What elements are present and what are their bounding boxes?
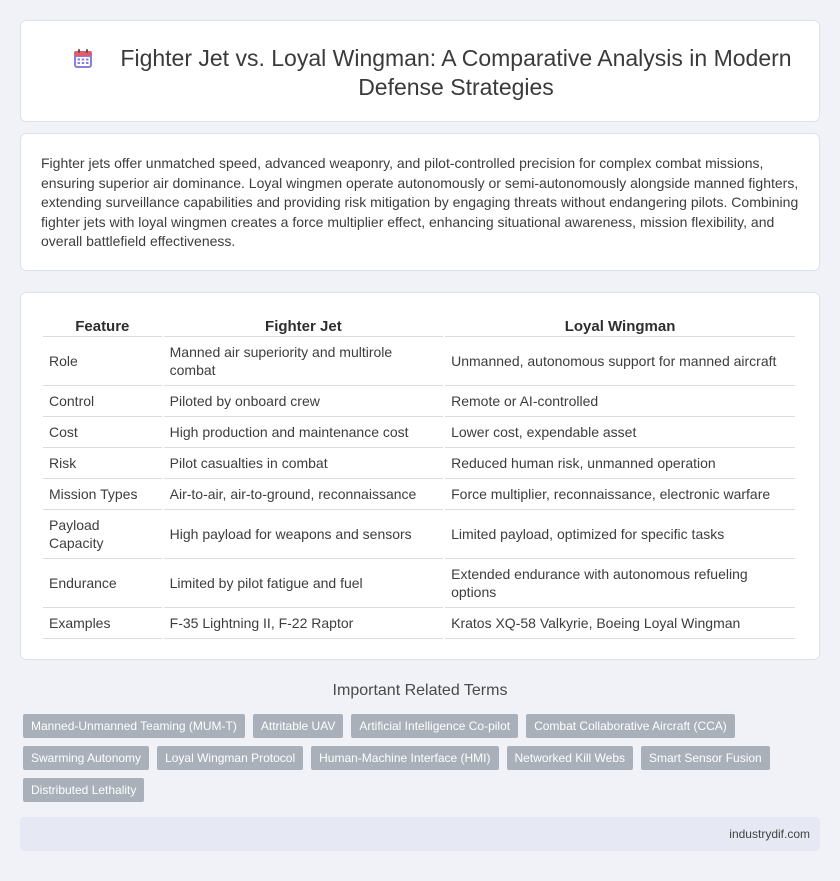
related-terms-title: Important Related Terms xyxy=(332,682,508,699)
cell-feature: Control xyxy=(43,386,162,417)
tag-loyal-wingman-protocol[interactable]: Loyal Wingman Protocol xyxy=(157,746,303,770)
cell-loyal-wingman: Reduced human risk, unmanned operation xyxy=(445,448,795,479)
tag-mum-t[interactable]: Manned-Unmanned Teaming (MUM-T) xyxy=(23,714,245,738)
tag-attritable-uav[interactable]: Attritable UAV xyxy=(253,714,343,738)
summary-paragraph: Fighter jets offer unmatched speed, advanced weaponry, and pilot-controlled precision for complex combat missions, ensuring superior air dominance. Loyal wingmen operate autonomously or semi-autonomously alongside manned fighters, extending surveillance capabilities and providing risk mitigation by engaging threats without endangering pilots. Combining fighter jets with loyal wingmen creates a force multiplier effect, enhancing situational awareness, mission flexibility, and overall battlefield effectiveness. xyxy=(41,155,799,250)
table-row xyxy=(43,337,795,386)
table-row xyxy=(43,417,795,448)
cell-loyal-wingman: Force multiplier, reconnaissance, electronic warfare xyxy=(445,479,795,510)
cell-loyal-wingman: Extended endurance with autonomous refueling options xyxy=(445,559,795,608)
title-card xyxy=(20,20,820,122)
comparison-table xyxy=(41,313,797,639)
tag-networked-kill-webs[interactable]: Networked Kill Webs xyxy=(507,746,633,770)
table-row xyxy=(43,510,795,559)
cell-fighter-jet: High production and maintenance cost xyxy=(164,417,443,448)
cell-feature: Risk xyxy=(43,448,162,479)
footer xyxy=(20,817,820,851)
cell-loyal-wingman: Kratos XQ-58 Valkyrie, Boeing Loyal Wingman xyxy=(445,608,795,639)
tag-distributed-lethality[interactable]: Distributed Lethality xyxy=(23,778,144,802)
cell-fighter-jet: Pilot casualties in combat xyxy=(164,448,443,479)
cell-loyal-wingman: Limited payload, optimized for specific tasks xyxy=(445,510,795,559)
cell-fighter-jet: Air-to-air, air-to-ground, reconnaissance xyxy=(164,479,443,510)
cell-fighter-jet: Limited by pilot fatigue and fuel xyxy=(164,559,443,608)
table-row xyxy=(43,559,795,608)
table-row xyxy=(43,386,795,417)
header-feature: Feature xyxy=(43,313,162,337)
cell-feature: Payload Capacity xyxy=(43,510,162,559)
tag-cca[interactable]: Combat Collaborative Aircraft (CCA) xyxy=(526,714,735,738)
cell-feature: Role xyxy=(43,337,162,386)
tag-smart-sensor-fusion[interactable]: Smart Sensor Fusion xyxy=(641,746,770,770)
cell-loyal-wingman: Lower cost, expendable asset xyxy=(445,417,795,448)
cell-feature: Cost xyxy=(43,417,162,448)
related-terms-tags xyxy=(23,714,803,802)
table-row xyxy=(43,479,795,510)
summary-card xyxy=(20,133,820,271)
cell-fighter-jet: Manned air superiority and multirole combat xyxy=(164,337,443,386)
cell-fighter-jet: Piloted by onboard crew xyxy=(164,386,443,417)
header-fighter-jet: Fighter Jet xyxy=(164,313,443,337)
cell-feature: Mission Types xyxy=(43,479,162,510)
cell-loyal-wingman: Unmanned, autonomous support for manned aircraft xyxy=(445,337,795,386)
cell-feature: Examples xyxy=(43,608,162,639)
table-row xyxy=(43,608,795,639)
header-loyal-wingman: Loyal Wingman xyxy=(445,313,795,337)
table-row xyxy=(43,448,795,479)
tag-hmi[interactable]: Human-Machine Interface (HMI) xyxy=(311,746,498,770)
comparison-card xyxy=(20,292,820,660)
page-title: Fighter Jet vs. Loyal Wingman: A Comparative Analysis in Modern Defense Strategies xyxy=(120,45,792,100)
cell-feature: Endurance xyxy=(43,559,162,608)
cell-fighter-jet: High payload for weapons and sensors xyxy=(164,510,443,559)
table-header-row xyxy=(43,313,795,337)
cell-fighter-jet: F-35 Lightning II, F-22 Raptor xyxy=(164,608,443,639)
tag-ai-copilot[interactable]: Artificial Intelligence Co-pilot xyxy=(351,714,518,738)
cell-loyal-wingman: Remote or AI-controlled xyxy=(445,386,795,417)
tag-swarming-autonomy[interactable]: Swarming Autonomy xyxy=(23,746,149,770)
footer-site-link[interactable]: industrydif.com xyxy=(729,827,810,841)
